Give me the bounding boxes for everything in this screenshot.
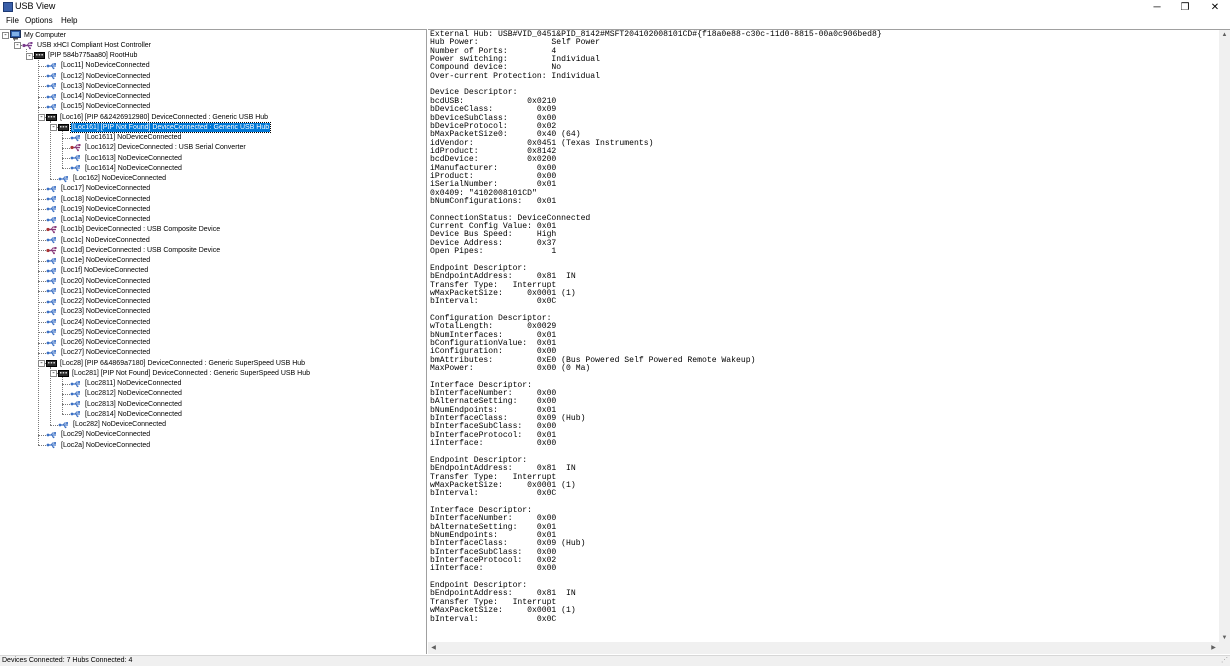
detail-text-line: wMaxPacketSize: 0x0001 (1) (430, 480, 576, 490)
detail-text-line: Device Address: 0x37 (430, 238, 557, 248)
usb-port-icon (46, 257, 58, 265)
detail-text-line: bInterfaceProtocol: 0x02 (430, 556, 557, 566)
detail-text-line: bNumEndpoints: 0x01 (430, 531, 557, 540)
tree-node-label: [Loc27] NoDeviceConnected (61, 349, 151, 357)
tree-node-label: [Loc2814] NoDeviceConnected (85, 410, 182, 418)
usb-device-icon (46, 246, 58, 255)
tree-node-label: [Loc2a] NoDeviceConnected (61, 441, 151, 449)
tree-node[interactable] (46, 317, 151, 327)
tree-node[interactable] (46, 440, 151, 450)
tree-node[interactable] (46, 81, 151, 91)
detail-text-line: iManufacturer: 0x00 (430, 163, 557, 173)
tree-connector (38, 343, 46, 344)
tree-node-label: [Loc2812] NoDeviceConnected (85, 390, 182, 398)
detail-text-line: iInterface: 0x00 (430, 439, 557, 449)
detail-text-line: bInterfaceClass: 0x09 (Hub) (430, 539, 586, 549)
tree-node-label: [Loc21] NoDeviceConnected (61, 287, 151, 295)
detail-text-line: bNumInterfaces: 0x01 (430, 330, 557, 340)
hub-icon (34, 51, 45, 60)
detail-text-line: bcdUSB: 0x0210 (430, 96, 557, 106)
tree-node-label: [Loc28] [PIP 6&4869a7180] DeviceConnected : Generic SuperSpeed USB Hub (60, 359, 306, 367)
usb-port-icon (70, 134, 82, 142)
tree-connector (38, 302, 46, 303)
tree-node[interactable] (46, 430, 151, 440)
tree-connector (62, 168, 70, 169)
tree-connector (38, 353, 46, 354)
detail-text-line: External Hub: USB#VID_0451&PID_8142#MSFT204102008101CD#{f18a0e88-c30c-11d0-8815-00a0c906bed8} (430, 30, 882, 39)
tree-node[interactable] (46, 348, 151, 358)
usb-port-icon (70, 380, 82, 388)
tree-node-label: [Loc15] NoDeviceConnected (61, 103, 151, 111)
usb-port-icon (46, 328, 58, 336)
tree-node[interactable] (46, 71, 151, 81)
restore-button[interactable]: ❐ (1180, 2, 1190, 13)
tree-node-label: [Loc18] NoDeviceConnected (61, 195, 151, 203)
tree-node-label: My Computer (24, 31, 67, 39)
tree-node[interactable] (70, 379, 182, 389)
hub-icon (46, 113, 57, 122)
detail-text-line: Transfer Type: Interrupt (430, 280, 557, 290)
detail-text-line: wMaxPacketSize: 0x0001 (1) (430, 288, 576, 298)
usb-port-icon (46, 441, 58, 449)
tree-node-label: [Loc29] NoDeviceConnected (61, 431, 151, 439)
detail-text-line: bAlternateSetting: 0x00 (430, 397, 557, 407)
usb-port-icon (46, 216, 58, 224)
tree-connector (38, 97, 46, 98)
detail-text-line: bDeviceProtocol: 0x02 (430, 121, 557, 131)
usb-port-icon (46, 349, 58, 357)
close-button[interactable]: ✕ (1210, 2, 1220, 13)
detail-text-line: Hub Power: Self Power (430, 38, 600, 48)
tree-connector (38, 86, 46, 87)
detail-text-line: bInterfaceNumber: 0x00 (430, 514, 557, 524)
usb-port-icon (70, 400, 82, 408)
detail-text-line: bDeviceSubClass: 0x00 (430, 113, 557, 123)
tree-node-label: [Loc1e] NoDeviceConnected (61, 257, 151, 264)
tree-node[interactable] (46, 61, 151, 71)
detail-text-line: bInterval: 0x0C (430, 614, 557, 624)
tree-node-label: [Loc1b] DeviceConnected : USB Composite Device (61, 226, 221, 234)
tree-node[interactable] (46, 225, 221, 235)
tree-connector (50, 425, 58, 426)
tree-connector (38, 240, 46, 241)
detail-text-line: bInterfaceNumber: 0x00 (430, 389, 557, 399)
tree-connector (62, 394, 70, 395)
resize-grip-icon[interactable]: ⋰ (1221, 657, 1228, 664)
tree-node[interactable] (58, 174, 167, 184)
tree-node-label: [Loc1614] NoDeviceConnected (85, 164, 182, 172)
detail-text-line: Device Descriptor: (430, 88, 518, 98)
tree-node-label: [Loc1a] NoDeviceConnected (61, 216, 151, 223)
tree-node-label: [PIP 584b775aa80] RootHub (48, 52, 138, 59)
scroll-left-arrow-icon[interactable]: ◀ (431, 645, 436, 651)
usb-port-icon (46, 236, 58, 244)
scroll-down-arrow-icon[interactable]: ▼ (1221, 635, 1228, 641)
usb-port-icon (46, 267, 58, 275)
tree-node-label: [Loc19] NoDeviceConnected (61, 205, 151, 213)
tree-node[interactable] (70, 409, 183, 419)
tree-node[interactable] (46, 204, 151, 214)
device-tree-pane[interactable] (0, 29, 427, 654)
computer-icon (10, 30, 21, 40)
tree-node-label: [Loc23] NoDeviceConnected (61, 308, 151, 316)
detail-text-line: Compound device: No (430, 63, 562, 73)
tree-node-label: [Loc2813] NoDeviceConnected (85, 400, 182, 408)
detail-text-line: Endpoint Descriptor: (430, 581, 528, 591)
detail-text-line: Transfer Type: Interrupt (430, 597, 557, 607)
tree-node[interactable] (70, 133, 182, 143)
detail-text-line: Open Pipes: 1 (430, 247, 557, 257)
usb-port-icon (46, 431, 58, 439)
tree-connector (50, 179, 58, 180)
usb-port-icon (46, 103, 58, 111)
tree-node-label: [Loc12] NoDeviceConnected (61, 72, 151, 80)
tree-node[interactable] (46, 245, 221, 255)
detail-text-line: bInterfaceClass: 0x09 (Hub) (430, 414, 586, 424)
tree-node-label: [Loc282] NoDeviceConnected (73, 421, 167, 428)
tree-node-label: [Loc14] NoDeviceConnected (61, 93, 151, 100)
tree-connector (62, 404, 70, 405)
detail-text-line: bAlternateSetting: 0x01 (430, 522, 557, 532)
detail-text-line: bInterfaceSubClass: 0x00 (430, 422, 557, 432)
hub-icon (58, 123, 69, 132)
tree-collapse-toggle[interactable]: - (51, 123, 56, 132)
tree-node[interactable] (70, 389, 183, 399)
tree-node[interactable] (46, 194, 151, 204)
tree-node-label: [Loc1611] NoDeviceConnected (85, 134, 182, 141)
usb-port-icon (46, 318, 58, 326)
status-text: Devices Connected: 7 Hubs Connected: 4 (2, 657, 133, 664)
tree-node[interactable] (10, 30, 67, 40)
usb-port-icon (70, 390, 82, 398)
detail-text-line: Current Config Value: 0x01 (430, 222, 557, 232)
tree-node[interactable] (58, 122, 270, 132)
hub-icon (46, 359, 57, 368)
tree-node-label: [Loc20] NoDeviceConnected (61, 277, 151, 285)
tree-node-label: [Loc1d] DeviceConnected : USB Composite Device (61, 246, 221, 254)
tree-node[interactable] (46, 215, 151, 225)
window-title: USB View (15, 1, 56, 11)
detail-text-line: iProduct: 0x00 (430, 171, 557, 181)
detail-text-line: bDeviceClass: 0x09 (430, 105, 557, 115)
tree-node[interactable] (46, 327, 151, 337)
tree-collapse-toggle[interactable]: - (39, 113, 44, 121)
detail-text-line: bcdDevice: 0x0200 (430, 155, 557, 165)
tree-collapse-toggle[interactable]: - (27, 51, 32, 60)
tree-node[interactable] (46, 184, 151, 194)
detail-text-line: wTotalLength: 0x0029 (430, 322, 557, 332)
detail-text-line: bNumEndpoints: 0x01 (430, 405, 557, 415)
tree-node-label: USB xHCI Compliant Host Controller (37, 41, 151, 49)
tree-node-label: [Loc1613] NoDeviceConnected (85, 154, 182, 162)
tree-node-label: [Loc1f] NoDeviceConnected (61, 267, 149, 275)
details-horizontal-scrollbar[interactable] (428, 642, 1219, 654)
tree-node[interactable] (46, 297, 151, 307)
tree-connector (38, 199, 46, 200)
usb-port-icon (46, 195, 58, 203)
usb-port-icon (46, 277, 58, 285)
tree-node-label: [Loc22] NoDeviceConnected (61, 298, 151, 305)
usb-port-icon (46, 205, 58, 213)
tree-node-label: [Loc11] NoDeviceConnected (61, 62, 150, 70)
usb-port-icon (58, 421, 70, 429)
usb-port-icon (46, 72, 58, 80)
tree-node-label: [Loc24] NoDeviceConnected (61, 318, 151, 326)
usb-port-icon (46, 62, 58, 70)
usb-port-icon (46, 82, 58, 90)
usb-port-icon (70, 410, 82, 418)
detail-text-line: bEndpointAddress: 0x81 IN (430, 589, 576, 599)
scroll-up-arrow-icon[interactable]: ▲ (1221, 32, 1228, 38)
usb-port-icon (70, 154, 82, 162)
detail-text-line: Power switching: Individual (430, 55, 600, 65)
tree-node[interactable] (46, 235, 151, 245)
detail-text-line: bmAttributes: 0xE0 (Bus Powered Self Powered Remote Wakeup) (430, 355, 756, 365)
tree-node[interactable] (46, 102, 151, 112)
tree-node-label: [Loc1612] DeviceConnected : USB Serial Converter (85, 144, 246, 152)
tree-node[interactable] (70, 143, 247, 153)
host-controller-icon (22, 41, 34, 50)
tree-connector (38, 107, 46, 108)
tree-node[interactable] (22, 40, 152, 50)
menu-bar (0, 15, 1230, 28)
usb-port-icon (46, 308, 58, 316)
tree-node-label: [Loc161] [PIP Not Found] DeviceConnected : Generic USB Hub (72, 123, 270, 131)
tree-collapse-toggle[interactable]: - (51, 369, 56, 378)
tree-node-label: [Loc281] [PIP Not Found] DeviceConnected : Generic SuperSpeed USB Hub (72, 369, 311, 377)
detail-text-line: Endpoint Descriptor: (430, 263, 528, 273)
details-vertical-scrollbar[interactable] (1219, 30, 1230, 654)
detail-text-line: iInterface: 0x00 (430, 564, 557, 574)
tree-node[interactable] (34, 51, 138, 61)
detail-text-line: bConfigurationValue: 0x01 (430, 338, 557, 348)
scroll-right-arrow-icon[interactable]: ▶ (1211, 645, 1216, 651)
detail-text-line: Number of Ports: 4 (430, 46, 557, 56)
tree-node[interactable] (46, 286, 151, 296)
tree-connector (38, 445, 46, 446)
detail-text-line: bInterfaceSubClass: 0x00 (430, 547, 557, 557)
tree-connector (38, 230, 46, 231)
tree-node[interactable] (46, 266, 149, 276)
usb-port-icon (46, 93, 58, 101)
tree-node-label: [Loc162] NoDeviceConnected (73, 175, 167, 182)
detail-text-line: wMaxPacketSize: 0x0001 (1) (430, 606, 576, 616)
detail-text-line: Interface Descriptor: (430, 380, 532, 390)
menu-help[interactable]: Help (61, 16, 78, 25)
tree-connector (62, 158, 70, 159)
tree-connector (38, 435, 46, 436)
tree-node-label: [Loc26] NoDeviceConnected (61, 339, 151, 346)
tree-node-label: [Loc1c] NoDeviceConnected (61, 236, 150, 244)
detail-text-line: bMaxPacketSize0: 0x40 (64) (430, 130, 581, 140)
tree-node[interactable] (70, 399, 183, 409)
tree-node-label: [Loc17] NoDeviceConnected (61, 185, 151, 193)
tree-node[interactable] (46, 112, 269, 122)
usb-port-icon (70, 164, 82, 172)
detail-text-line: idVendor: 0x0451 (Texas Instruments) (430, 138, 654, 148)
usb-port-icon (46, 185, 58, 193)
tree-node[interactable] (58, 368, 311, 378)
tree-node[interactable] (46, 276, 151, 286)
usb-port-icon (46, 287, 58, 295)
tree-node-label: [Loc13] NoDeviceConnected (61, 82, 151, 90)
menu-file[interactable]: File (6, 16, 19, 25)
tree-connector (38, 209, 46, 210)
detail-text-line: bEndpointAddress: 0x81 IN (430, 464, 576, 474)
detail-text-line: idProduct: 0x8142 (430, 146, 557, 156)
detail-text-line: bInterval: 0x0C (430, 297, 557, 307)
detail-text-line: Transfer Type: Interrupt (430, 472, 557, 482)
tree-node-label: [Loc2811] NoDeviceConnected (85, 380, 182, 387)
minimize-button[interactable]: ─ (1153, 2, 1161, 13)
tree-connector (62, 414, 70, 415)
tree-node[interactable] (46, 92, 151, 102)
status-bar (0, 655, 1230, 666)
detail-text-line: MaxPower: 0x00 (0 Ma) (430, 364, 591, 373)
usb-port-icon (46, 298, 58, 306)
tree-connector (62, 148, 70, 149)
usb-device-icon (46, 225, 58, 234)
tree-node-label: [Loc16] [PIP 6&2426912980] DeviceConnected : Generic USB Hub (60, 113, 269, 121)
device-details-pane[interactable] (428, 29, 1230, 654)
tree-connector (38, 250, 46, 251)
detail-text-line: Endpoint Descriptor: (430, 455, 528, 465)
tree-connector (38, 322, 46, 323)
tree-connector (38, 332, 46, 333)
tree-node[interactable] (70, 153, 183, 163)
detail-text-line: iSerialNumber: 0x01 (430, 180, 557, 190)
detail-text-line: bInterfaceProtocol: 0x01 (430, 430, 557, 440)
detail-text-line: Interface Descriptor: (430, 505, 532, 515)
tree-collapse-toggle[interactable]: - (39, 359, 44, 367)
tree-node-label: [Loc25] NoDeviceConnected (61, 328, 151, 336)
tree-connector (38, 66, 46, 67)
detail-text-line: bNumConfigurations: 0x01 (430, 197, 557, 206)
tree-node[interactable] (58, 420, 167, 430)
tree-connector (62, 138, 70, 139)
tree-node[interactable] (70, 163, 183, 173)
detail-text-line: Over-current Protection: Individual (430, 71, 600, 81)
tree-node[interactable] (46, 358, 306, 368)
detail-text-line: 0x0409: "4102008101CD" (430, 188, 537, 198)
tree-connector (38, 76, 46, 77)
title-bar (0, 0, 1230, 15)
usb-view-app-icon (3, 2, 13, 12)
tree-connector (38, 312, 46, 313)
detail-text-line: Device Bus Speed: High (430, 230, 557, 240)
detail-text-line: Configuration Descriptor: (430, 313, 552, 323)
usb-device-icon (70, 143, 82, 152)
tree-node[interactable] (46, 338, 151, 348)
tree-connector (38, 281, 46, 282)
hub-icon (58, 369, 69, 378)
tree-node[interactable] (46, 256, 151, 266)
detail-text-line: bInterval: 0x0C (430, 489, 557, 499)
tree-connector (62, 384, 70, 385)
usb-port-icon (46, 339, 58, 347)
tree-connector (38, 291, 46, 292)
tree-collapse-toggle[interactable]: - (3, 31, 8, 39)
tree-node[interactable] (46, 307, 151, 317)
tree-connector (38, 220, 46, 221)
detail-text-line: bEndpointAddress: 0x81 IN (430, 272, 576, 282)
tree-connector (38, 271, 46, 272)
menu-options[interactable]: Options (25, 16, 53, 25)
detail-text-line: iConfiguration: 0x00 (430, 347, 557, 357)
tree-connector (38, 189, 46, 190)
usb-port-icon (58, 175, 70, 183)
detail-text-line: ConnectionStatus: DeviceConnected (430, 213, 591, 223)
tree-collapse-toggle[interactable]: - (15, 41, 20, 50)
tree-connector (38, 261, 46, 262)
